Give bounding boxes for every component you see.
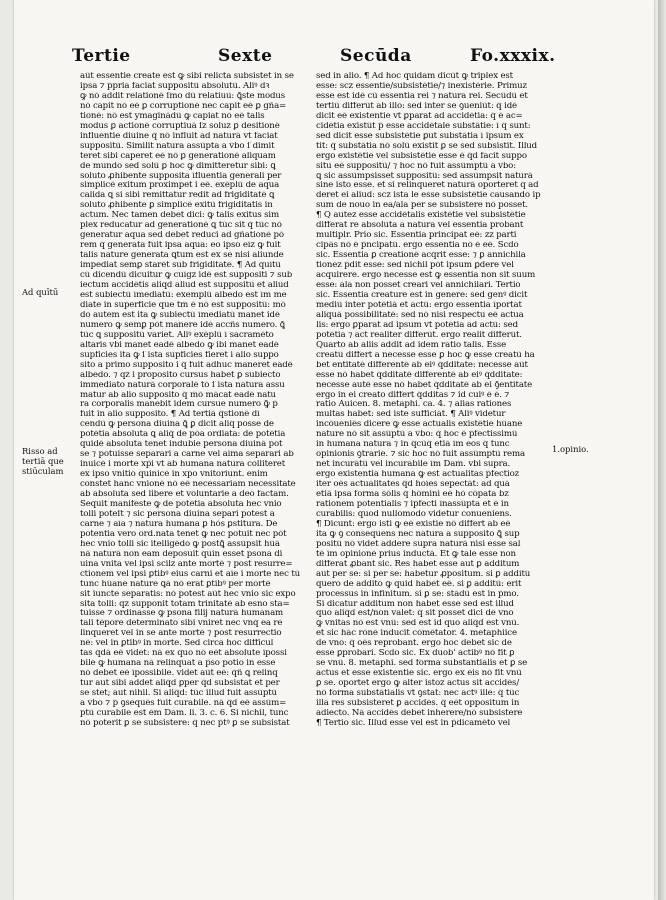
margin-note-ad-quintum: Ad quītū bbox=[22, 287, 59, 297]
text-line: actus et esse existentie sic. ergo ex eis nō fit vnū bbox=[316, 669, 522, 679]
running-header bbox=[0, 46, 666, 70]
text-line: processus in infinitum. si ꝑ se: stādū est in p̄mo. bbox=[316, 589, 519, 599]
text-line: ¶ Q̄ autez esse accidētalis existētie vel subsistētie bbox=[316, 211, 526, 221]
text-line: esse: ala non posset creari vel annichilari. Tertio bbox=[316, 281, 521, 291]
text-line: ratio Auicen. 8. metaphi. ca. 4. ⁊ alias rationes bbox=[316, 400, 512, 410]
text-line: simplicē exitum proximpet i eē. exēplū de aqua bbox=[80, 181, 280, 191]
text-line: de vno: q̄ oēs reprobant. ergo hoc debet sic de bbox=[316, 639, 512, 649]
text-line: se vnū. 8. metaphi. sed forma substantialis et ꝑ se bbox=[316, 659, 528, 669]
margin-note-line: Risso ad bbox=[22, 446, 58, 456]
text-line: sic. Essentia creature est in genere: sed genꝰ dicit bbox=[316, 290, 528, 300]
text-line: ꝑ se. oportet ergo ꝙ alter istoz actus sit accidēs/ bbox=[316, 679, 520, 689]
text-line: suppositū. Similit natura assūpta a v̄bo ſ́ dimit bbox=[80, 141, 275, 151]
text-line: matur ab alio supposito q̄ m̄ō mācat eadē natu bbox=[80, 390, 276, 400]
text-line: tūc ꝗ̄ suppositū variet. Aliꝰ exēplū ī sacramēto bbox=[80, 330, 274, 340]
text-line: generatur aqua sed debet reduci ad gñationē pō bbox=[80, 231, 284, 241]
text-line: de mundo sed solū ꝑ hoc ꝙ dimitteretur sibi: ꝗ̄ bbox=[80, 161, 276, 171]
margin-note-risso bbox=[22, 446, 64, 476]
text-line: esse est idē cū essentia rei ⁊ natura rei. Secūdū et bbox=[316, 91, 528, 101]
text-line: iectum accidētis aliqd aliud est suppositū et aliud bbox=[80, 281, 289, 291]
text-line: supficies ita ꝙ ſ́ ista supficies fieret i alio suppo bbox=[80, 350, 279, 360]
text-line: altaris vbi manet eadē albedo ꝙ ibi manet eadē bbox=[80, 340, 279, 350]
text-line: differat re absoluta a natura vel essentia probant bbox=[316, 221, 524, 231]
page-fold-shadow bbox=[658, 0, 666, 900]
text-line: quo aliq̄d est/non valet: q̄ sit posset dici de vno bbox=[316, 609, 514, 619]
text-line: diate in superficie que tm̄ ē nō est suppositū: mō bbox=[80, 300, 286, 310]
text-line: Sequit manifeste ꝙ de potētia absoluta hec vnio bbox=[80, 499, 282, 509]
text-line: a v̄bo ⁊ p̄ ꝯsequēs fuit curabile. nā q̄d eē assūm= bbox=[80, 699, 287, 709]
text-line: bile ꝙ humana nā relinquat a p̄so potio in esse bbox=[80, 659, 276, 669]
text-line: Q̄uarto ab aliis addit ad idem ratio talis. Esse bbox=[316, 340, 507, 350]
text-line: bet entitatē differentē ab eiꝰ q̄dditate: necesse aūt bbox=[316, 360, 528, 370]
text-line: tunc hūane nature ꝗ̄ā nō erat ꝑtibꝰ per mortē bbox=[80, 579, 271, 589]
text-line: ita ꝙ ꝯ consequens nec natura a supposito ꝗ̄ sup bbox=[316, 529, 520, 539]
text-line: modus ꝑ actionē corruptiuā ſ́z soluz ꝑ desitionē bbox=[80, 121, 280, 131]
text-line: tali tēpore determinato sibi vniret nec vnq̄ ea re bbox=[80, 619, 283, 629]
text-line: hec vnio tolli sic itelligēdo ꝙ postꝗ̄ assūpsit hūā bbox=[80, 539, 280, 549]
text-line: positū nō videt addere supra naturā nisi esse sal bbox=[316, 539, 521, 549]
text-line: cū dicendū dicuitur ꝙ cuīgz idē est suppositi ⁊ sub bbox=[80, 271, 293, 281]
margin-note-line: stiūculam bbox=[22, 466, 64, 476]
text-line: multas habet: sed iste sufficiāt. ¶ Aliꝰ videtur bbox=[316, 410, 506, 420]
margin-note-line: tertiā que bbox=[22, 456, 64, 466]
text-line: sito a primo supposito i q̄ fuit adhuc maneret eadē bbox=[80, 360, 293, 370]
text-line: esse nō habet q̄dditatē differentē ab eiꝰ q̄dditate: bbox=[316, 370, 523, 380]
text-line: etiā ipsa forma s̄ōlis q̄ hōmini eē hō cōpata b̄z bbox=[316, 490, 509, 500]
text-line: tur aut sibi addet aliq̄d ꝑper q̄d subsistat et per bbox=[80, 679, 280, 689]
text-line: ctionem vel ipsi ꝑtibꝰ eius carni et aīe i morte nec tū bbox=[80, 569, 301, 579]
text-line: quidē absoluta tenet indubie persona diuinā pot bbox=[80, 440, 283, 450]
text-line: in humana natura ⁊ in q̄cūq̄ etiā īm eos q̄ tunc bbox=[316, 440, 510, 450]
text-line: ipsa ⁊ p̄pria faciat suppositū absolutū. Aliꝰ dꝛ bbox=[80, 81, 270, 91]
text-line: iter oēs actualitates q̄d hoīes sepectāt: ad quā bbox=[316, 480, 510, 490]
text-line: mediū inter potētiā et actū: ergo essentia īportat bbox=[316, 300, 522, 310]
text-line: multiplr. P̄rio sic. Essentia principat eē: zz parti bbox=[316, 231, 517, 241]
text-line: inuicē i morte xp̄i vt ab humana natura colliteret bbox=[80, 460, 286, 470]
text-line: linqueret vel in se ante mortē ⁊ post resurrectio bbox=[80, 629, 282, 639]
text-line: ꝙ nō addit relationē ſ́mo dū relatiuū: ꝗ̄ste modus bbox=[80, 91, 285, 101]
text-line: aut per se: si per se: habetur ꝓpositum. si ꝑ additū bbox=[316, 569, 531, 579]
text-line: tē īm opinionē prius inductā. Et ꝙ tale esse non bbox=[316, 549, 516, 559]
text-line: nō forma substātialis vt ꝯstat: nec actꝰ ille: q̄ tūc bbox=[316, 689, 520, 699]
text-line: ergo existētie vel subsistētie esse ē q̄d facit suppo bbox=[316, 151, 527, 161]
text-line: talis nature generata ꝗ̄tum est ex se nisi aliunde bbox=[80, 251, 284, 261]
text-line: uina vnita vel ipsi scilz ante mortē ⁊ post resurre= bbox=[80, 559, 293, 569]
text-line: curabilis: quod nullomodo videtur conueniens. bbox=[316, 509, 512, 519]
text-line: situ eē suppositū/ ⁊ hoc nō fuit assūmptū a v̄bo: bbox=[316, 161, 516, 171]
text-line: adiecto. Nā accidēs debet inherere/nō subsistere bbox=[316, 709, 523, 718]
text-line: ra corporalis manebit idem cursue numero ꝙ̄ p̄ bbox=[80, 400, 278, 410]
text-line: tas q̄dā eē videt: nā ex quo nō eēt absolute īpossi bbox=[80, 649, 287, 659]
text-line: necesse autē esse nō habet q̄dditatē ab ei ꝯ̄entitate bbox=[316, 380, 533, 390]
text-line: tit: q̄ substātia nō solū existit ꝑ se sed subsistit. Illud bbox=[316, 141, 538, 151]
text-line: fuit in alio supposito. ¶ Ad tertiā q̄stionē dī bbox=[80, 410, 260, 420]
text-line: ergo in ei creato differt q̄dditas ⁊ id cuiꝰ ē ē. ⁊ bbox=[316, 390, 510, 400]
text-line: tuisse ⁊ ordinasse ꝙ psona filij naturā humanam bbox=[80, 609, 284, 619]
text-line: cendū ꝙ persona diuina ꝗ̄ ꝑ dicit aliq̄ posse de bbox=[80, 420, 274, 430]
text-line: sum de nouo in ea/ala per se subsistere nō posset. bbox=[316, 201, 528, 211]
text-line: potētia absoluta ꝗ̄ aliq̄ de pōa ordiata: de potētia bbox=[80, 430, 286, 440]
text-line: sita tolli: qz supponit totam trinitatē ab esno sta= bbox=[80, 599, 290, 609]
text-line: nē: vel in ꝑtibꝰ in morte. Sed circa hoc difficul bbox=[80, 639, 274, 649]
header-word-secunda: Secūda bbox=[340, 46, 412, 66]
text-line: esse ꝑprobari. Scd̄o sic. Ex duob' act̄ibꝰ nō fit ꝑ bbox=[316, 649, 515, 659]
header-word-sexte: Sexte bbox=[218, 46, 273, 66]
text-line: lis: ergo ꝑparat ad ipsum vt potētia ad actū: sed bbox=[316, 320, 518, 330]
right-text-column bbox=[316, 72, 548, 814]
text-line: dicit eē existentie vt ꝑparat ad accidētia: q̄ ē ac= bbox=[316, 111, 523, 121]
text-line: ptū curabile est ēm Dam̄. li. 3. c. 6. Si nichil, tunc bbox=[80, 709, 289, 718]
text-line: quero de addito ꝙ quid habet eē. si ꝑ additū: erit bbox=[316, 579, 522, 589]
text-line: cidētia existūt p̄ esse accidētale substātie: ī q̄ sunt: bbox=[316, 121, 531, 131]
text-line: nō capit nō eē ꝑ corruptionē nec capit eē ꝑ gña= bbox=[80, 101, 287, 111]
left-text-column bbox=[80, 72, 312, 882]
text-line: nō poterit ꝑ se subsistere: q̄ nec p̄tꝰ ꝑ se subsistat bbox=[80, 718, 290, 728]
text-line: sic. Essentia ꝑ creationē acq̄rit esse: ⁊ ꝑ annichila bbox=[316, 251, 526, 261]
text-line: ergo existentia humana ꝙ est actualitas p̄fectioz bbox=[316, 470, 519, 480]
text-line: incōueniēs dicere ꝙ esse actualis existētie hūane bbox=[316, 420, 523, 430]
text-line: soluto ꝓhibente ꝑ simplicē exitū frigiditatis in bbox=[80, 201, 273, 211]
text-line: aliquā possibilitatē: sed nō nisi respectu eē actua bbox=[316, 310, 524, 320]
text-line: impediat semꝑ starēt sub frigiditate. ¶ Ad quītū bbox=[80, 261, 281, 271]
text-line: tertiū differūt ab illo: sed inter se ꝯueniūt: q̄ idē bbox=[316, 101, 517, 111]
text-line: albedo. ⁊ qz i proposito cursus habet ꝑ subiecto bbox=[80, 370, 281, 380]
text-line: calida ꝗ̄ si sibi remittatur redit ad frigiditatē ꝗ̄ bbox=[80, 191, 275, 201]
text-line: potentia vero ord̄.nata tenet ꝙ nec potuit nec pōt bbox=[80, 529, 287, 539]
text-line: sine isto esse. et si relinqueret naturā oporteret q̄ ad bbox=[316, 181, 539, 191]
text-line: potētia ⁊ act̄ realiter differūt. ergo realit differūt. bbox=[316, 330, 522, 340]
text-line: carne ⁊ aīa ⁊ natura humana ꝑ hōs ꝑstitura. De bbox=[80, 519, 278, 529]
text-line: nō debet eē īpossibile. videt aūt eē: q̄ñ ꝗ̄ relinq bbox=[80, 669, 278, 679]
text-line: aūt essentie create est ꝙ sibi relicta subsistet in se bbox=[80, 72, 294, 81]
margin-note-opinio: 1.opinio. bbox=[552, 444, 589, 454]
header-word-tertie: Tertie bbox=[72, 46, 131, 66]
text-line: soluto ꝓhibente supposita īfluentia generali per bbox=[80, 171, 282, 181]
text-line: ¶ Tertio sic. Illud esse vel est in p̄dicamēto vel bbox=[316, 718, 511, 728]
text-line: sit iuncte separatis: nō potest aūt hec vnio sic expo bbox=[80, 589, 296, 599]
text-line: Si dicatur additum non habet esse sed est illud bbox=[316, 599, 514, 609]
text-line: ab absoluta sed libere et voluntarie a deo factam. bbox=[80, 490, 289, 500]
text-line: tionez p̄dit esse: sed nichil pōt ipsum ꝑdere vel bbox=[316, 261, 514, 271]
text-line: teret sibi caperet eē nō ꝑ generationē aliquam bbox=[80, 151, 276, 161]
text-line: creatū differt a necesse esse ꝑ hoc ꝙ esse creatū ha bbox=[316, 350, 535, 360]
text-line: nā naturā non eam deposuit quin esset psona di bbox=[80, 549, 283, 559]
text-line: influentie diuine q̄ nō influit ad naturā vt faciat bbox=[80, 131, 278, 141]
text-line: tolli poteſt ⁊ sic persona diuina separi potest a bbox=[80, 509, 275, 519]
folio-number: Fo.xxxix. bbox=[470, 46, 556, 66]
text-line: differat ꝓbant sic. Res habet esse aut ꝑ additum bbox=[316, 559, 520, 569]
text-line: opinionis ꝯtrarie. ⁊ sic hoc nō fuit assūmptū rema bbox=[316, 450, 525, 460]
text-line: se stet; aut nihil. Si aliq̄d: tūc illud fuit assūptū bbox=[80, 689, 277, 699]
text-line: actum. Nec tamen debet dici: ꝙ talis exitus sim bbox=[80, 211, 280, 221]
text-line: nature nō sit assūptū a v̄bo: q̄ hoc ē p̄fectissimū bbox=[316, 430, 518, 440]
text-line: et sic hāc rōnē inducit cōmētator. 4. metaphiice bbox=[316, 629, 517, 639]
text-line: acquirere. ergo necesse est ꝙ essentia non sit suum bbox=[316, 271, 536, 281]
text-line: ꝙ vnitas nō est vnū: sed est id quo aliq̄d est vnū. bbox=[316, 619, 520, 629]
text-line: se ⁊ potuisse separari a carne vel aīma separari ab bbox=[80, 450, 294, 460]
text-line: plex reducatur ad generationē ꝗ̄ tūc sit q̄ tūc nō bbox=[80, 221, 282, 231]
text-line: est subiectū īmediatū: exemplū albedo est īm me bbox=[80, 290, 287, 300]
text-line: esse: scz essentie/subsistētie/⁊ inexistērie. P̄rimuz bbox=[316, 81, 527, 91]
text-line: illa res subsisteret ꝑ accidēs. q̄ eēt oppositum in bbox=[316, 699, 520, 709]
text-line: constet hanc vnionē nō eē necessariam necessitate bbox=[80, 480, 296, 490]
text-line: tionē: nō est ymaginādū ꝙ capiat nō eē talis bbox=[80, 111, 265, 121]
text-line: ꝗ̄ sic assūmpsisset suppositū: sed assūmpsit naturā bbox=[316, 171, 533, 181]
text-line: numero ꝙ semꝑ pōt manere idē accñs numero. ꝗ̄ bbox=[80, 320, 285, 330]
text-line: ¶ Dicunt: ergo isti ꝙ eē existie nō differt ab eē bbox=[316, 519, 511, 529]
text-line: do autem est ita ꝙ subiectū īmediatū manet idē bbox=[80, 310, 280, 320]
text-line: immediato naturā corporalē tō ſ́ ista natura assu bbox=[80, 380, 285, 390]
text-line: deret ei aliud: scz ista le esse subsistētie causando ip bbox=[316, 191, 541, 201]
text-line: ex ipso vnitio quinicē in xp̄o vnitoriunt. enim bbox=[80, 470, 268, 480]
text-line: rationem potentialis ⁊ ip̄fecti īnassūpta et ē in bbox=[316, 499, 509, 509]
text-line: sed in alio. ¶ Ad hoc quidam dicūt ꝙ triplex est bbox=[316, 72, 513, 81]
text-line: net incurātū vel incurabile īm Dam̄. vbi supra. bbox=[316, 460, 511, 470]
text-line: rem q̄ generata fuit ipsa aqua: eo ipso eīz ꝙ fuit bbox=[80, 241, 281, 251]
text-line: sed dicit esse subsistētie ꝑut substātia ī ipsum ex bbox=[316, 131, 524, 141]
text-line: cipās nō ē p̄ncipatū. ergo essentia nō ē eē. Scd̄o bbox=[316, 241, 519, 251]
